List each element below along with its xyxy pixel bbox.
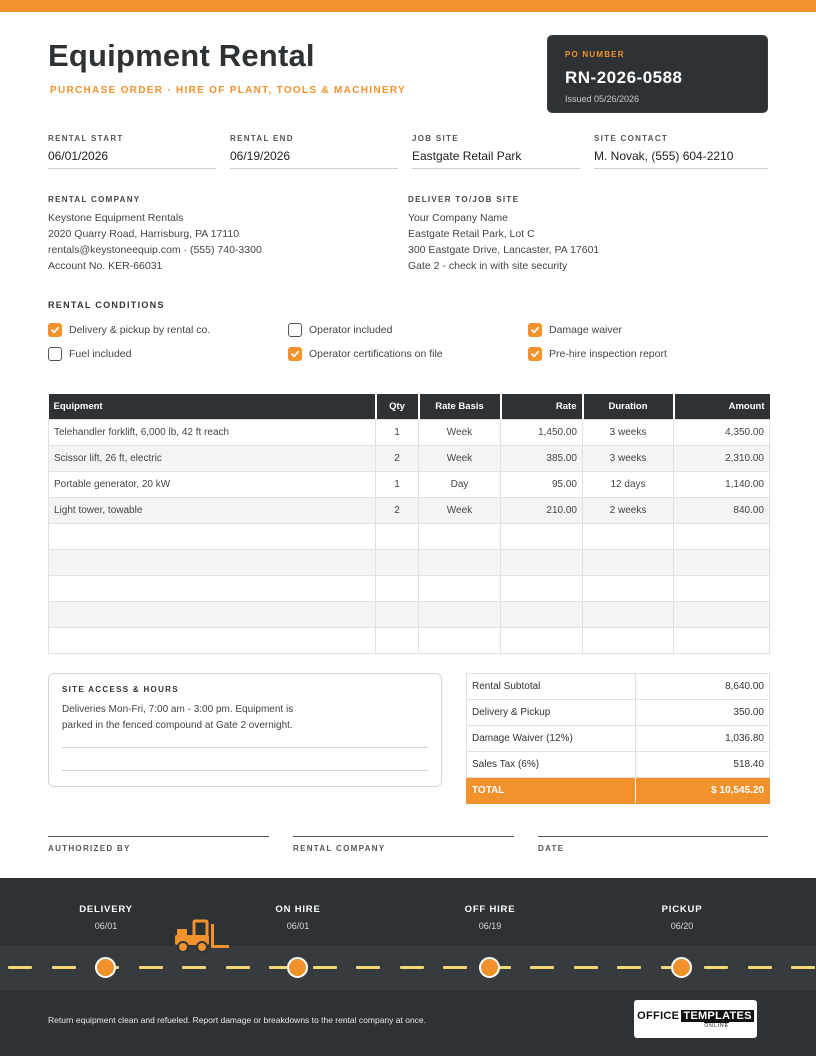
column-header: Rate [501,394,583,419]
checkbox[interactable] [528,323,542,337]
totals-table [466,673,770,804]
totals-row-damage-waiver [467,726,770,752]
forklift-icon [172,918,232,954]
road-dash [182,966,206,969]
totals-label: TOTAL [467,778,636,804]
rental-company-name: Keystone Equipment Rentals [48,212,184,224]
equipment-cell[interactable] [49,627,376,653]
column-header: Duration [583,394,674,419]
signature-date[interactable]: DATE [538,836,768,853]
qty-cell[interactable]: 1 [376,419,419,445]
signature-rental-company[interactable]: RENTAL COMPANY [293,836,514,853]
timeline-road [0,946,816,990]
deliver-to-company: Your Company Name [408,212,508,224]
po-number-value: RN-2026-0588 [565,68,683,87]
road-dash [52,966,76,969]
road-dash [791,966,815,969]
amount-cell[interactable] [674,523,770,549]
timeline-stage-on-hire [238,904,358,931]
rate-cell[interactable] [501,575,583,601]
amount-cell[interactable]: 840.00 [674,497,770,523]
field-value: M. Novak, (555) 604-2210 [594,149,734,163]
table-header-row [49,394,770,419]
duration-cell[interactable]: 3 weeks [583,419,674,445]
table-row[interactable] [49,601,770,627]
rental-conditions-title: RENTAL CONDITIONS [48,300,165,310]
table-row[interactable] [49,523,770,549]
site-access-notes-box[interactable] [48,673,442,787]
checkbox[interactable] [288,323,302,337]
table-row[interactable] [49,471,770,497]
stage-name: PICKUP [661,904,703,915]
qty-cell[interactable]: 1 [376,471,419,497]
deliver-to-site: Eastgate Retail Park, Lot C [408,228,535,240]
condition-label: Operator certifications on file [309,348,443,360]
rate-cell[interactable]: 1,450.00 [501,419,583,445]
condition-delivery-pickup[interactable] [48,323,210,337]
condition-inspection-report[interactable] [528,347,667,361]
po-issued-date: Issued 05/26/2026 [565,94,640,104]
timeline-dot-off-hire [479,957,500,978]
checkbox[interactable] [288,347,302,361]
field-value: Eastgate Retail Park [412,149,522,163]
checkbox[interactable] [48,323,62,337]
timeline-dot-pickup [671,957,692,978]
qty-cell[interactable]: 2 [376,445,419,471]
qty-cell[interactable]: 2 [376,497,419,523]
road-dash [748,966,772,969]
field-label: JOB SITE [412,134,459,143]
amount-cell[interactable]: 4,350.00 [674,419,770,445]
totals-label: Damage Waiver (12%) [467,726,636,752]
table-row[interactable] [49,549,770,575]
signature-authorized-by[interactable]: AUTHORIZED BY [48,836,269,853]
notes-text: Deliveries Mon-Fri, 7:00 am - 3:00 pm. Equipment is parked in the fenced compound at Gate 2 overnight. [62,704,294,731]
logo-wordmark [637,1010,754,1022]
totals-row-total [467,778,770,804]
road-dash [356,966,380,969]
road-dash [443,966,467,969]
field-label: SITE CONTACT [594,134,669,143]
checkbox[interactable] [48,347,62,361]
totals-value: 1,036.80 [636,726,770,752]
timeline-stage-delivery [46,904,166,931]
stage-name: DELIVERY [79,904,133,915]
totals-label: Delivery & Pickup [467,700,636,726]
totals-value: 350.00 [636,700,770,726]
table-row[interactable] [49,445,770,471]
rate-basis-cell[interactable]: Week [419,445,501,471]
condition-fuel-included[interactable] [48,347,131,361]
rental-company-contact: rentals@keystoneequip.com · (555) 740-3300 [48,244,262,256]
stage-name: ON HIRE [275,904,321,915]
rate-basis-cell[interactable] [419,601,501,627]
totals-value: $ 10,545.20 [636,778,770,804]
duration-cell[interactable]: 2 weeks [583,497,674,523]
column-header: Qty [376,394,419,419]
equipment-cell[interactable] [49,549,376,575]
checkmark-icon [530,325,540,335]
stage-date: 06/01 [286,921,310,931]
qty-cell[interactable] [376,575,419,601]
rate-basis-cell[interactable] [419,523,501,549]
logo-text: TEMPLATES [683,1009,752,1022]
qty-cell[interactable] [376,523,419,549]
condition-label: Pre-hire inspection report [549,348,667,360]
rate-cell[interactable] [501,601,583,627]
duration-cell[interactable] [583,523,674,549]
field-rental-end[interactable] [230,134,398,169]
road-dash [139,966,163,969]
rate-cell[interactable] [501,627,583,653]
totals-row-sales-tax [467,752,770,778]
rate-basis-cell[interactable]: Week [419,497,501,523]
road-dash [400,966,424,969]
logo-text: OFFICE [637,1009,680,1022]
qty-cell[interactable] [376,627,419,653]
rate-basis-cell[interactable] [419,627,501,653]
field-label: RENTAL END [230,134,294,143]
qty-cell[interactable] [376,601,419,627]
top-accent-bar [0,0,816,12]
rental-company-account: Account No. KER-66031 [48,260,163,272]
rate-cell[interactable] [501,523,583,549]
deliver-to-block [408,192,768,274]
column-header: Amount [674,394,770,419]
qty-cell[interactable] [376,549,419,575]
amount-cell[interactable]: 1,140.00 [674,471,770,497]
rate-cell[interactable] [501,549,583,575]
equipment-table [48,394,770,654]
timeline-stage-pickup [622,904,742,931]
rate-cell[interactable]: 95.00 [501,471,583,497]
road-dash [8,966,32,969]
notes-line [62,770,428,771]
totals-value: 518.40 [636,752,770,778]
deliver-to-instructions: Gate 2 - check in with site security [408,260,568,272]
document-title: Equipment Rental [48,38,315,73]
totals-label: Rental Subtotal [467,674,636,700]
logo-subtext: ONLINE [704,1022,729,1029]
checkmark-icon [290,349,300,359]
duration-cell[interactable] [583,549,674,575]
deliver-to-address: 300 Eastgate Drive, Lancaster, PA 17601 [408,244,600,256]
rental-company-label: RENTAL COMPANY [48,195,141,204]
stage-date: 06/20 [670,921,694,931]
duration-cell[interactable]: 3 weeks [583,445,674,471]
table-row[interactable] [49,419,770,445]
equipment-cell[interactable]: Light tower, towable [49,497,376,523]
condition-label: Damage waiver [549,324,622,336]
rental-company-block [48,192,388,274]
amount-cell[interactable]: 2,310.00 [674,445,770,471]
rate-basis-cell[interactable] [419,549,501,575]
field-rental-start[interactable] [48,134,216,169]
equipment-cell[interactable]: Telehandler forklift, 6,000 lb, 42 ft reach [49,419,376,445]
amount-cell[interactable] [674,549,770,575]
deliver-to-label: DELIVER TO/JOB SITE [408,195,520,204]
duration-cell[interactable]: 12 days [583,471,674,497]
field-label: RENTAL START [48,134,124,143]
equipment-cell[interactable] [49,601,376,627]
field-site-contact[interactable] [594,134,768,169]
amount-cell[interactable] [674,627,770,653]
equipment-cell[interactable] [49,575,376,601]
rate-basis-cell[interactable]: Week [419,419,501,445]
condition-damage-waiver[interactable] [528,323,622,337]
equipment-cell[interactable]: Scissor lift, 26 ft, electric [49,445,376,471]
duration-cell[interactable] [583,627,674,653]
condition-label: Operator included [309,324,393,336]
column-header: Equipment [49,394,376,419]
road-dash [226,966,250,969]
notes-line [62,747,428,748]
totals-label: Sales Tax (6%) [467,752,636,778]
amount-cell[interactable] [674,601,770,627]
duration-cell[interactable] [583,575,674,601]
condition-label: Delivery & pickup by rental co. [69,324,211,336]
amount-cell[interactable] [674,575,770,601]
equipment-cell[interactable]: Portable generator, 20 kW [49,471,376,497]
rate-basis-cell[interactable] [419,575,501,601]
field-job-site[interactable] [412,134,580,169]
road-dash [704,966,728,969]
rate-basis-cell[interactable]: Day [419,471,501,497]
rate-cell[interactable]: 385.00 [501,445,583,471]
stage-date: 06/19 [478,921,502,931]
duration-cell[interactable] [583,601,674,627]
footer-timeline [0,878,816,1056]
timeline-dot-delivery [95,957,116,978]
document-subtitle: PURCHASE ORDER · HIRE OF PLANT, TOOLS & MACHINERY [50,85,406,96]
po-number-label: PO NUMBER [565,50,625,59]
office-templates-logo[interactable] [634,1000,757,1038]
checkbox[interactable] [528,347,542,361]
field-value: 06/19/2026 [230,149,291,163]
checkmark-icon [530,349,540,359]
table-row[interactable] [49,627,770,653]
rate-cell[interactable]: 210.00 [501,497,583,523]
checkmark-icon [50,325,60,335]
table-row[interactable] [49,575,770,601]
totals-row-delivery [467,700,770,726]
road-dash [617,966,641,969]
timeline-dot-on-hire [287,957,308,978]
road-dash [530,966,554,969]
condition-operator-included[interactable] [288,323,392,337]
footer-note: Return equipment clean and refueled. Report damage or breakdowns to the rental company at once. [48,1015,427,1025]
notes-label: SITE ACCESS & HOURS [62,685,179,694]
road-dash [574,966,598,969]
condition-label: Fuel included [69,348,132,360]
stage-name: OFF HIRE [464,904,516,915]
rental-company-address: 2020 Quarry Road, Harrisburg, PA 17110 [48,228,240,240]
column-header: Rate Basis [419,394,501,419]
timeline-stage-off-hire [430,904,550,931]
road-dash [313,966,337,969]
totals-value: 8,640.00 [636,674,770,700]
po-number-box [547,35,768,113]
condition-operator-certifications[interactable] [288,347,443,361]
totals-row-subtotal [467,674,770,700]
equipment-cell[interactable] [49,523,376,549]
field-value: 06/01/2026 [48,149,109,163]
table-row[interactable] [49,497,770,523]
stage-date: 06/01 [94,921,118,931]
